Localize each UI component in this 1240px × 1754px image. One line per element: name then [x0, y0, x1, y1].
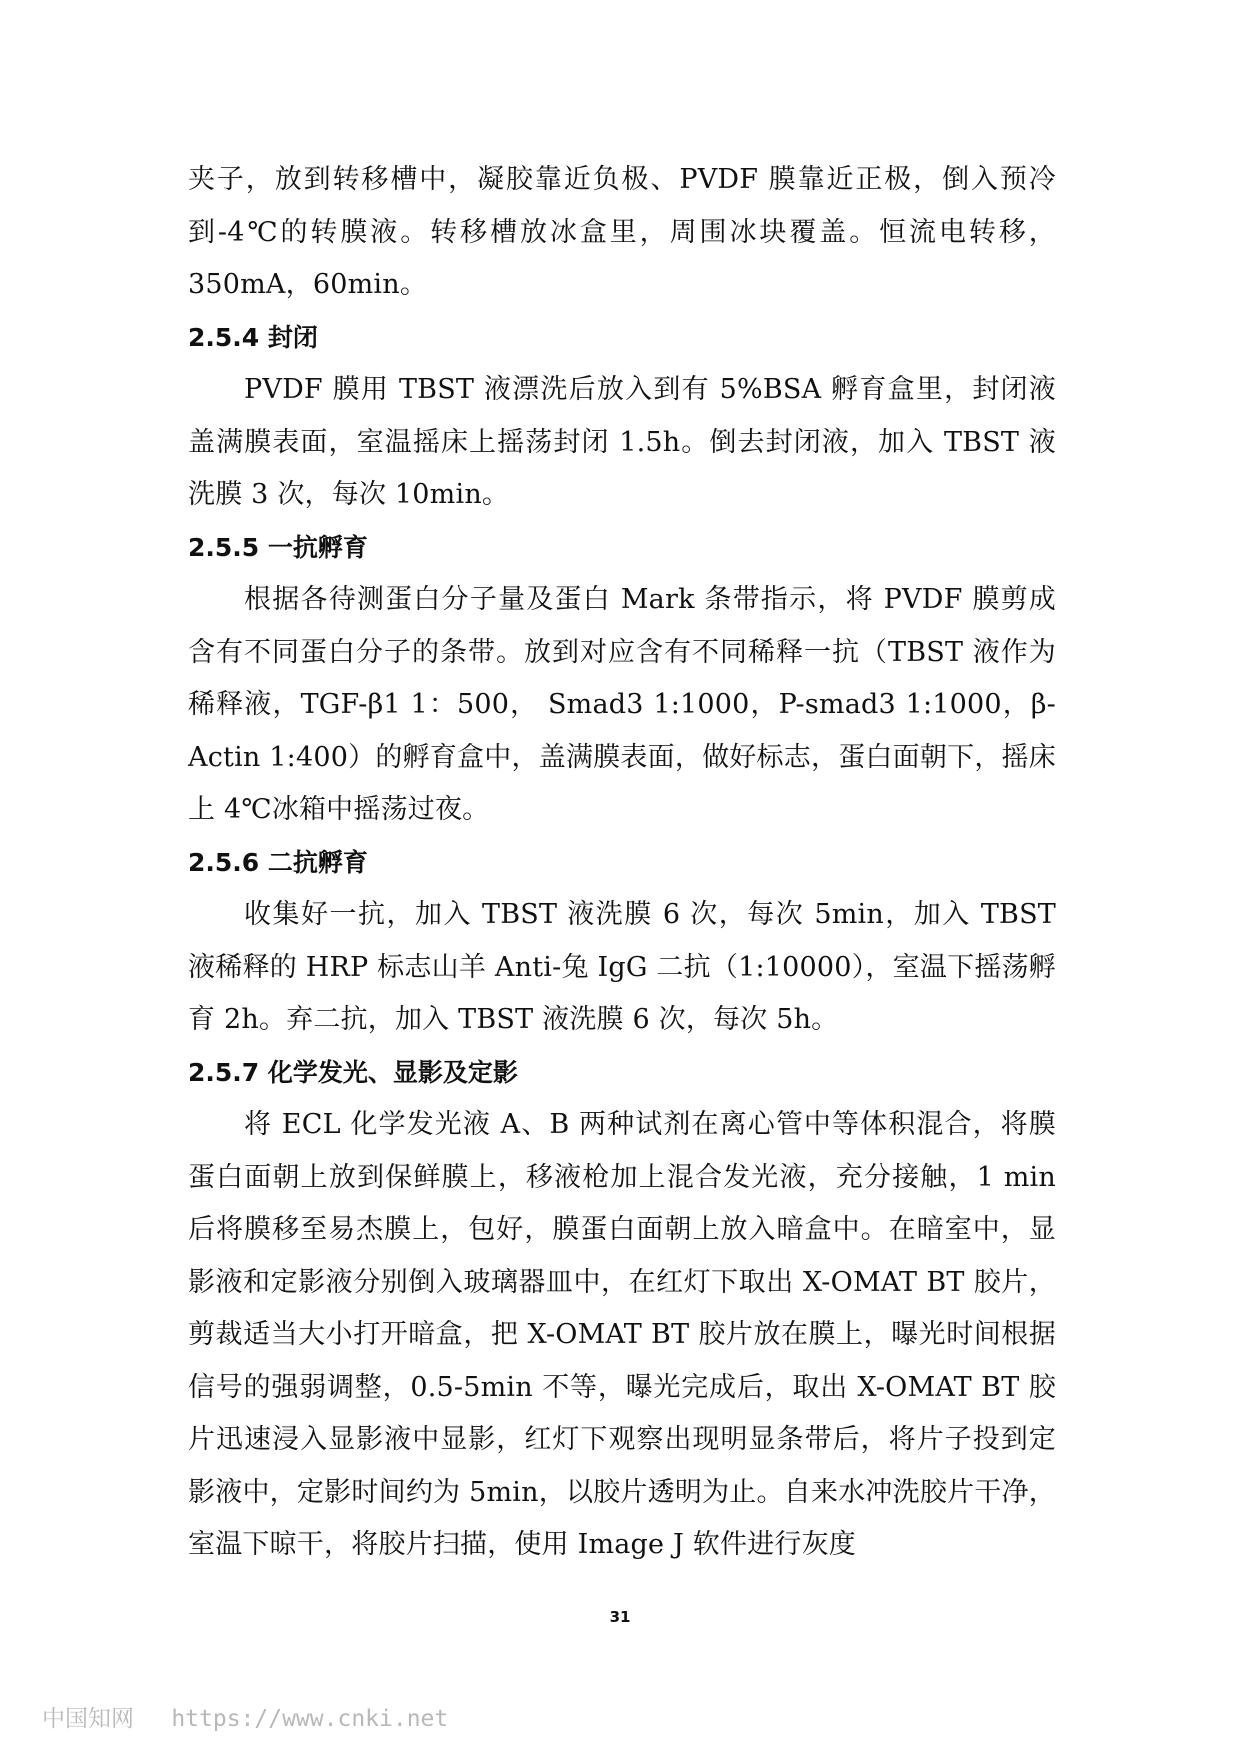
- paragraph-chemiluminescence: 将 ECL 化学发光液 A、B 两种试剂在离心管中等体积混合，将膜蛋白面朝上放到保鲜膜上，移液枪加上混合发光液，充分接触，1 min 后将膜移至易杰膜上，包好，膜蛋白面朝上放入暗盒中。在暗室中，显影液和定影液分别倒入玻璃器皿中，在红灯下取出 X-OMAT BT 胶片，剪裁适当大小打开暗盒，把 X-OMAT BT 胶片放在膜上，曝光时间根据信号的强弱调整，0.5-5min 不等，曝光完成后，取出 X-OMAT BT 胶片迅速浸入显影液中显影，红灯下观察出现明显条带后，将片子投到定影液中，定影时间约为 5min，以胶片透明为止。自来水冲洗胶片干净，室温下晾干，将胶片扫描，使用 Image J 软件进行灰度: [188, 1109, 1056, 1560]
- watermark-url: https://www.cnki.net: [171, 1706, 449, 1732]
- page-number: 31: [609, 1608, 631, 1626]
- paragraph-secondary-antibody: 收集好一抗，加入 TBST 液洗膜 6 次，每次 5min，加入 TBST 液稀释的 HRP 标志山羊 Anti-兔 IgG 二抗（1:10000），室温下摇荡孵育 2h。弃二抗，加入 TBST 液洗膜 6 次，每次 5h。: [188, 899, 1056, 1035]
- section-heading-2-5-6: 2.5.6 二抗孵育: [188, 847, 368, 877]
- body-text: [188, 154, 1056, 1572]
- paragraph-blocking: PVDF 膜用 TBST 液漂洗后放入到有 5%BSA 孵育盒里，封闭液盖满膜表面，室温摇床上摇荡封闭 1.5h。倒去封闭液，加入 TBST 液洗膜 3 次，每次 10min。: [188, 374, 1056, 510]
- paragraph-primary-antibody: 根据各待测蛋白分子量及蛋白 Mark 条带指示，将 PVDF 膜剪成含有不同蛋白分子的条带。放到对应含有不同稀释一抗（TBST 液作为稀释液，TGF-β1 1：500， Smad3 1:1000，P-smad3 1:1000，β-Actin 1:400）的孵育盒中，盖满膜表面，做好标志，蛋白面朝下，摇床上 4℃冰箱中摇荡过夜。: [188, 584, 1056, 825]
- cnki-watermark: [42, 1700, 448, 1733]
- section-heading-2-5-5: 2.5.5 一抗孵育: [188, 532, 368, 562]
- paragraph-transfer-continued: 夹子，放到转移槽中，凝胶靠近负极、PVDF 膜靠近正极，倒入预冷到-4℃的转膜液。转移槽放冰盒里，周围冰块覆盖。恒流电转移，350mA，60min。: [188, 164, 1056, 300]
- watermark-site-name: 中国知网: [42, 1706, 134, 1732]
- section-heading-2-5-4: 2.5.4 封闭: [188, 322, 318, 352]
- section-heading-2-5-7: 2.5.7 化学发光、显影及定影: [188, 1057, 518, 1087]
